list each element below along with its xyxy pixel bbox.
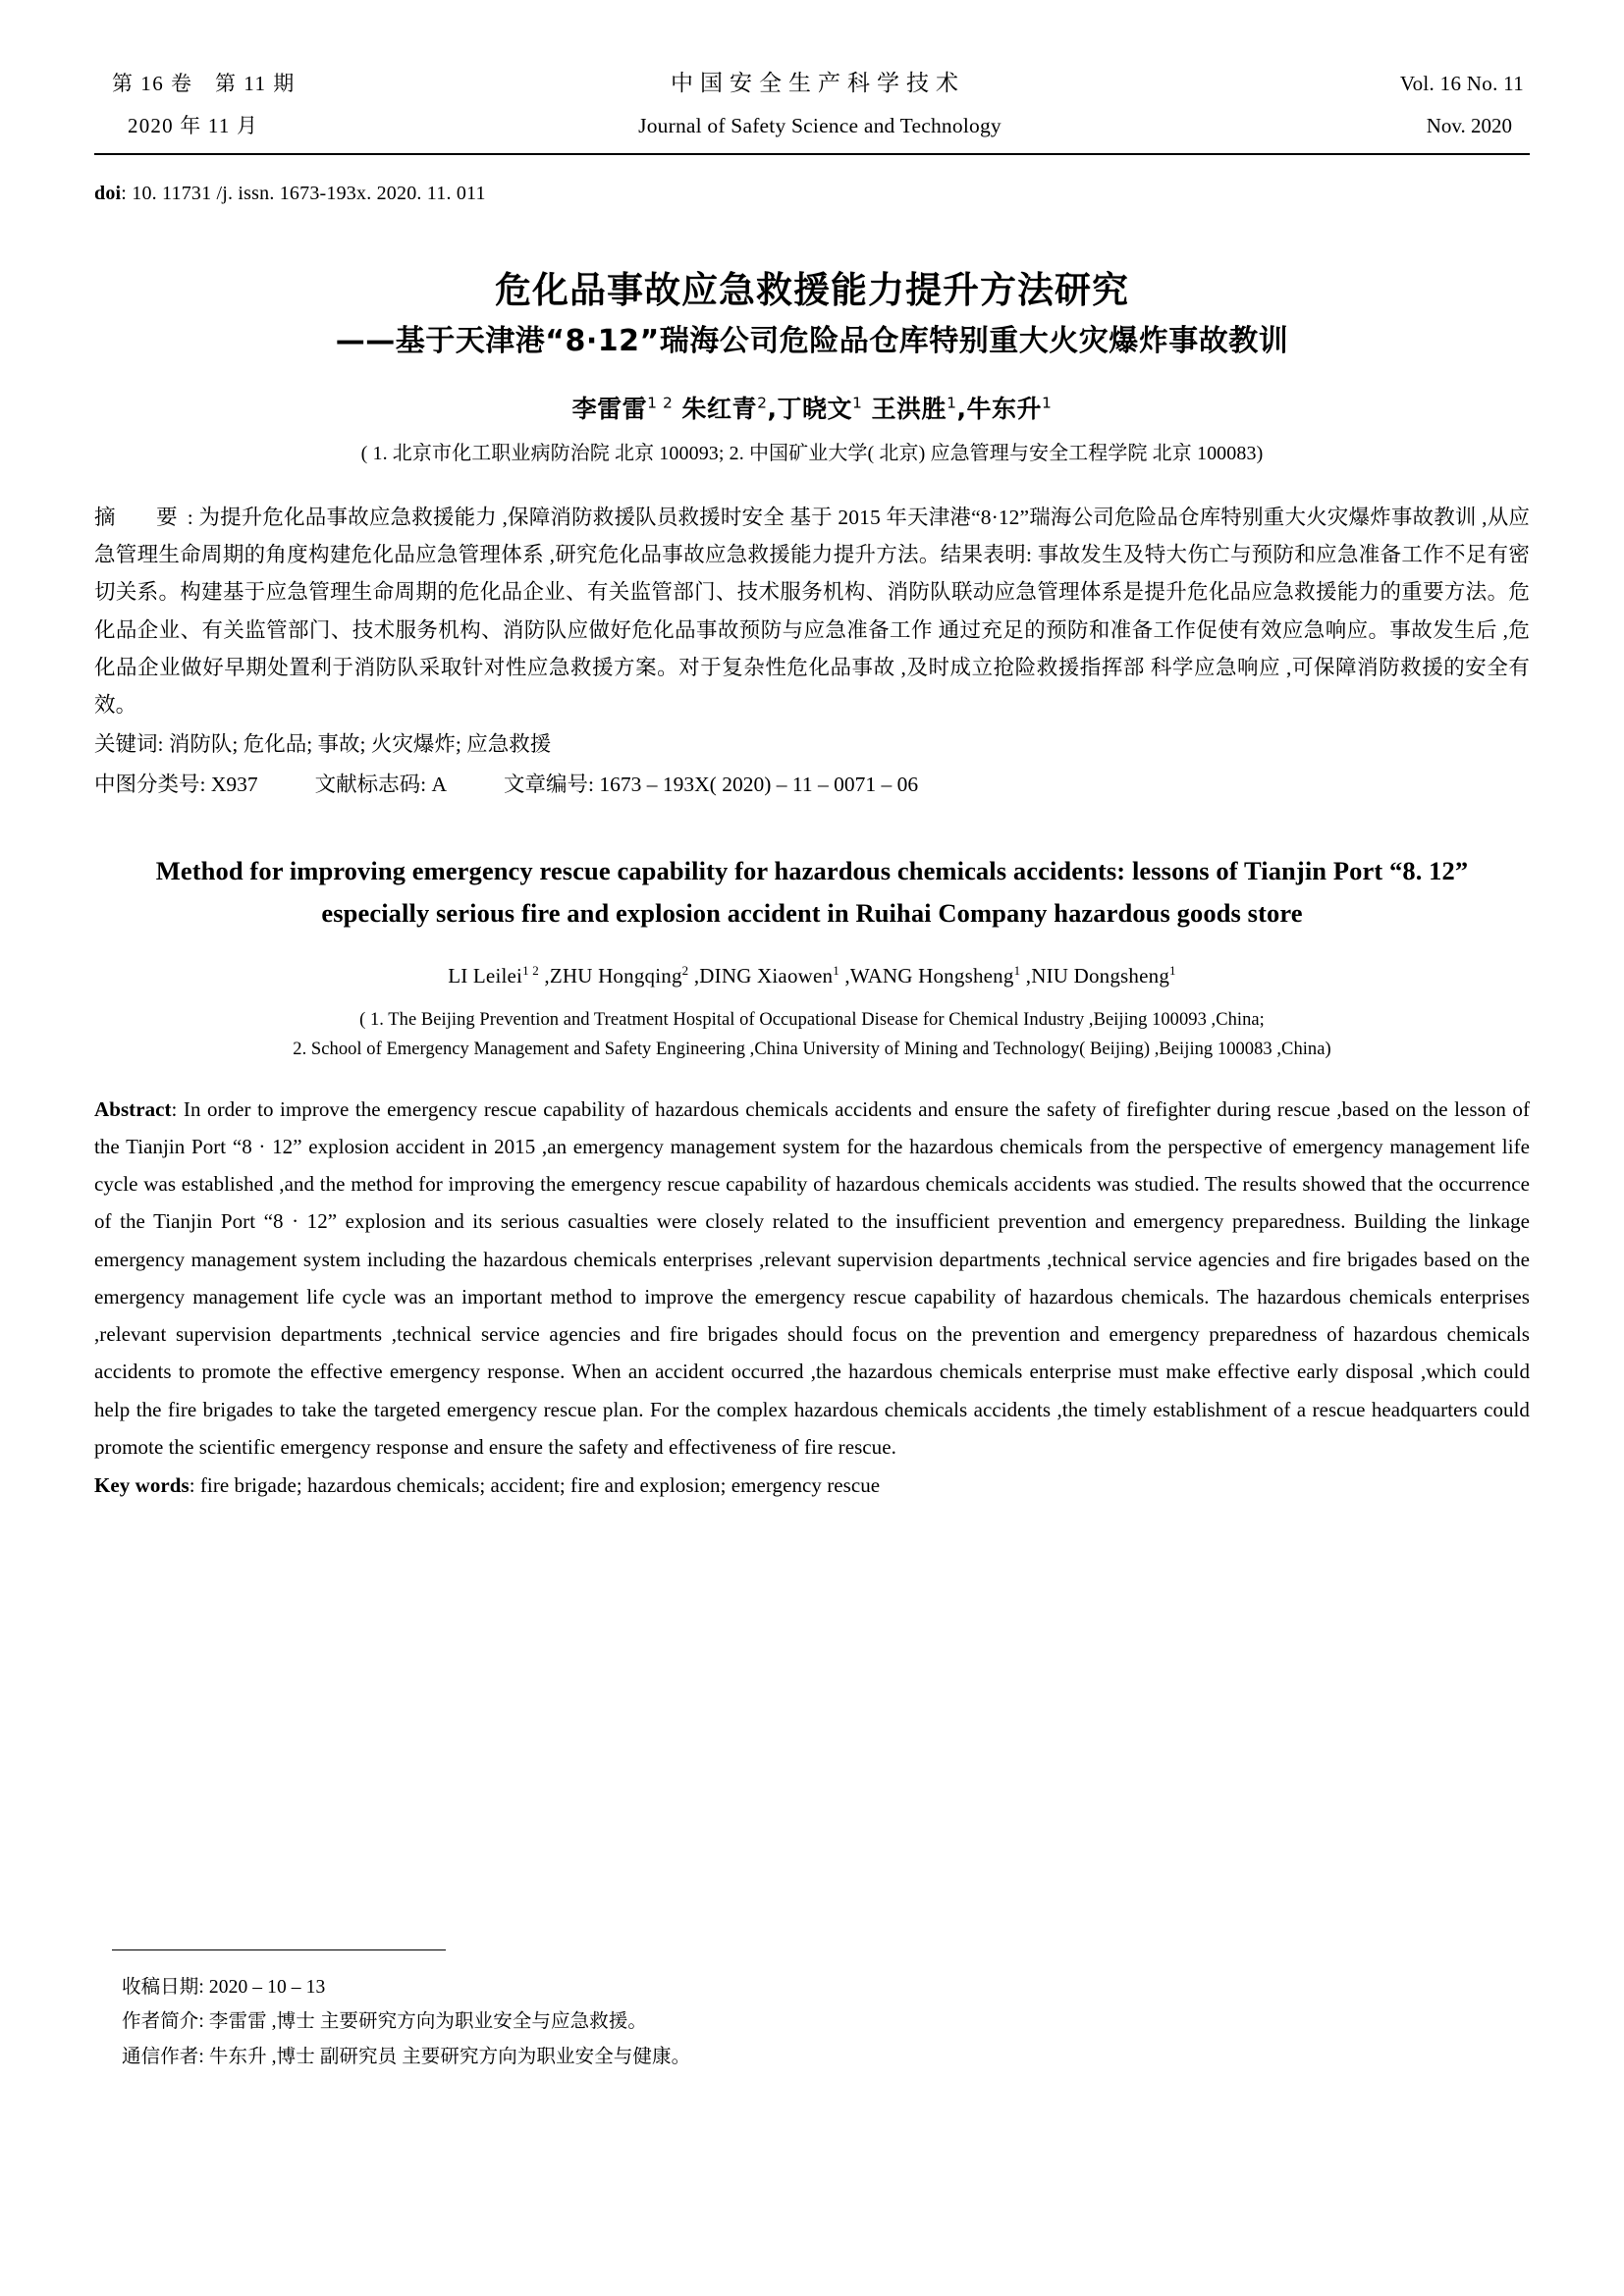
volume-issue-cn: 第 16 卷 第 11 期 <box>112 72 296 95</box>
chinese-keywords-text: : 消防队; 危化品; 事故; 火灾爆炸; 应急救援 <box>157 732 552 757</box>
author-separator: , <box>767 394 778 423</box>
chinese-abstract-label: 摘 要 <box>94 505 188 529</box>
english-author <box>699 964 839 988</box>
author-name: DING Xiaowen <box>699 963 834 988</box>
footnote-lines <box>94 1970 1530 2074</box>
chinese-author <box>966 395 1052 423</box>
english-affiliation <box>94 1005 1530 1065</box>
english-abstract <box>94 1091 1530 1466</box>
issue-date-en: Nov. 2020 <box>1426 114 1512 137</box>
chinese-keywords <box>94 725 1530 763</box>
document-code-value: : A <box>420 772 448 796</box>
author-separator: , <box>688 963 700 988</box>
author-separator: , <box>538 963 550 988</box>
author-name: ZHU Hongqing <box>549 963 682 988</box>
chinese-title: 危化品事故应急救援能力提升方法研究 <box>495 269 1129 311</box>
author-name: 李雷雷 <box>571 394 648 423</box>
footnote-divider <box>112 1949 446 1950</box>
english-author-list <box>94 964 1530 988</box>
document-code-label: 文献标志码 <box>314 772 421 796</box>
chinese-author <box>872 395 957 423</box>
chinese-author <box>682 395 768 423</box>
author-name: NIU Dongsheng <box>1031 963 1170 988</box>
author-name: 牛东升 <box>966 394 1042 423</box>
english-author <box>448 964 539 988</box>
author-name: 王洪胜 <box>871 394 947 423</box>
author-biography: 作者简介: 李雷雷 ,博士 主要研究方向为职业安全与应急救援。 <box>122 2011 648 2033</box>
english-title: Method for improving emergency rescue capability for hazardous chemicals accidents: lessons of Tianjin Port “8. 12” especially serious fire and explosion accident in Ruihai Company hazardous goods store <box>155 855 1469 928</box>
doi-value: : 10. 11731 /j. issn. 1673-193x. 2020. 11. 011 <box>121 183 486 204</box>
running-head-line-1 <box>94 65 1530 97</box>
author-separator: , <box>839 963 850 988</box>
english-affiliation-line: ( 1. The Beijing Prevention and Treatment Hospital of Occupational Disease for Chemical Industry ,Beijing 100093 ,China; <box>359 1009 1265 1030</box>
running-head <box>94 0 1530 155</box>
author-separator: , <box>1020 963 1032 988</box>
affiliation-marker: 1 2 <box>522 962 539 978</box>
chinese-abstract-text: : 为提升危化品事故应急救援能力 ,保障消防救援队员救援时安全 基于 2015 年天津港“8·12”瑞海公司危险品仓库特别重大火灾爆炸事故教训 ,从应急管理生命周期的角度构建危化品应急管理体系 ,研究危化品事故应急救援能力提升方法。结果表明: 事故发生及特大伤亡与预防和应急准备工作不足有密切关系。构建基于应急管理生命周期的危化品企业、有关监管部门、技术服务机构、消防队联动应急管理体系是提升危化品应急救援能力的重要方法。危化品企业、有关监管部门、技术服务机构、消防队应做好危化品事故预防与应急准备工作 通过充足的预防和准备工作促使有效应急响应。事故发生后 ,危化品企业做好早期处置利于消防队采取针对性应急救援方案。对于复杂性危化品事故 ,及时成立抢险救援指挥部 科学应急响应 ,可保障消防救援的安全有效。 <box>94 505 1530 718</box>
chinese-subtitle: ——基于天津港“8·12”瑞海公司危险品仓库特别重大火灾爆炸事故教训 <box>335 324 1289 359</box>
affiliation-marker: 1 <box>1169 962 1176 978</box>
clc-value: : X937 <box>199 772 258 796</box>
affiliation-marker: 1 2 <box>647 394 674 412</box>
chinese-author-list <box>94 390 1530 425</box>
article-number-label: 文章编号 <box>504 772 589 796</box>
received-date: 收稿日期: 2020 – 10 – 13 <box>122 1977 326 1998</box>
english-abstract-label: Abstract <box>94 1096 172 1121</box>
author-name: 朱红青 <box>681 394 758 423</box>
chinese-keywords-label: 关键词 <box>94 732 158 757</box>
chinese-affiliation: ( 1. 北京市化工职业病防治院 北京 100093; 2. 中国矿业大学( 北京) 应急管理与安全工程学院 北京 100083) <box>360 442 1264 464</box>
english-author <box>850 964 1020 988</box>
english-author <box>550 964 689 988</box>
running-head-line-2 <box>94 110 1530 139</box>
article-number-value: : 1673 – 193X( 2020) – 11 – 0071 – 06 <box>588 772 919 796</box>
english-keywords-label: Key words <box>94 1472 189 1497</box>
chinese-abstract <box>94 499 1530 724</box>
corresponding-author: 通信作者: 牛东升 ,博士 副研究员 主要研究方向为职业安全与健康。 <box>122 2046 691 2067</box>
clc-label: 中图分类号 <box>94 772 200 796</box>
footnote-block <box>94 1949 1530 2074</box>
author-name: 丁晓文 <box>777 394 852 423</box>
author-name: LI Leilei <box>448 963 523 988</box>
header-divider <box>94 153 1530 155</box>
english-author <box>1031 964 1176 988</box>
affiliation-marker: 1 <box>947 394 957 412</box>
affiliation-marker: 2 <box>681 962 689 978</box>
author-separator: , <box>956 394 967 423</box>
journal-title-en: Journal of Safety Science and Technology <box>638 114 1001 137</box>
journal-title-cn: 中国安全生产科学技术 <box>671 71 965 95</box>
issue-date-cn: 2020 年 11 月 <box>128 114 259 137</box>
english-abstract-text: : In order to improve the emergency rescue capability of hazardous chemicals accidents and ensure the safety of firefighter during rescue ,based on the lesson of the Tianjin Port “8 · 12” explosion accident in 2015 ,an emergency management system for the hazardous chemicals from the perspective of emergency management life cycle was established ,and the method for improving the emergency rescue capability of hazardous chemicals accidents was studied. The results showed that the occurrence of the Tianjin Port “8 · 12” explosion and its serious casualties were closely related to the insufficient prevention and emergency preparedness. Building the linkage emergency management system including the hazardous chemicals enterprises ,relevant supervision departments ,technical service agencies and fire brigades based on the emergency management life cycle was an important method to improve the emergency rescue capability of hazardous chemicals. The hazardous chemicals enterprises ,relevant supervision departments ,technical service agencies and fire brigades should focus on the prevention and emergency preparedness of hazardous chemicals accidents to promote the effective emergency response. When an accident occurred ,the hazardous chemicals enterprise must make effective early disposal ,which could help the fire brigades to take the targeted emergency rescue plan. For the complex hazardous chemicals accidents ,the timely establishment of a rescue headquarters could promote the scientific emergency response and ensure the safety and effectiveness of fire rescue. <box>94 1096 1530 1459</box>
chinese-author <box>572 395 674 423</box>
english-keywords <box>94 1467 1530 1504</box>
english-affiliation-line: 2. School of Emergency Management and Safety Engineering ,China University of Mining and Technology( Beijing) ,Beijing 100083 ,China) <box>293 1040 1331 1060</box>
affiliation-marker: 1 <box>1041 394 1053 412</box>
volume-issue-en: Vol. 16 No. 11 <box>1399 72 1524 95</box>
affiliation-marker: 1 <box>851 394 863 412</box>
doi-line <box>94 183 1530 205</box>
chinese-classification <box>94 766 1530 803</box>
chinese-author <box>777 395 862 423</box>
affiliation-marker: 1 <box>833 962 839 978</box>
affiliation-marker: 2 <box>757 394 768 412</box>
author-name: WANG Hongsheng <box>849 963 1014 988</box>
affiliation-marker: 1 <box>1013 962 1021 978</box>
doi-label: doi <box>94 183 122 204</box>
english-keywords-text: : fire brigade; hazardous chemicals; accident; fire and explosion; emergency rescue <box>189 1472 881 1497</box>
